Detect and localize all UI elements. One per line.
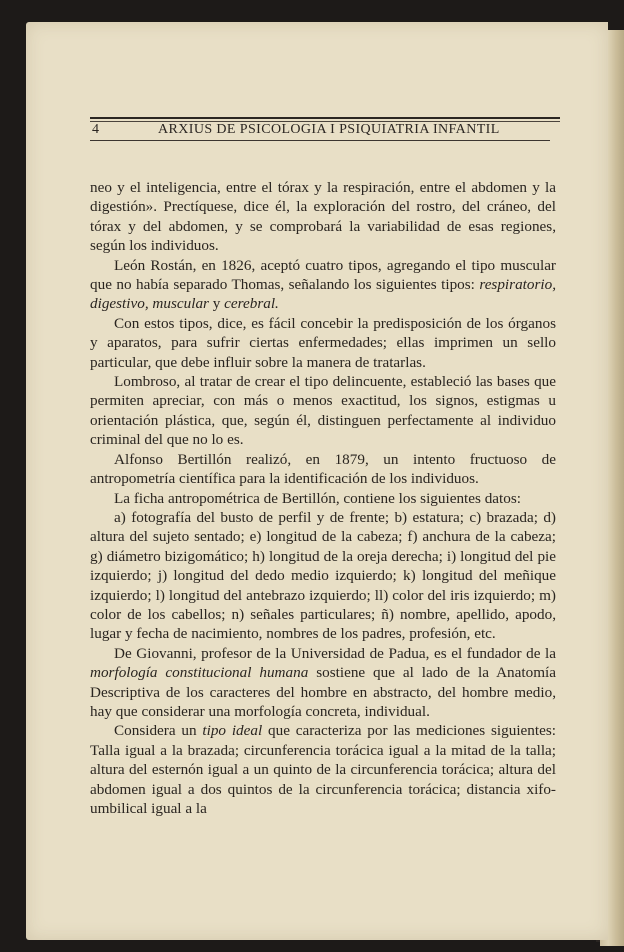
text-run: sostiene que al lado de la Anatomía Descriptiva de los caracteres del hombre en abstracto, del hombre medio, hay que considerar una morfología concreta, individual. — [90, 664, 556, 720]
text-run: y — [208, 295, 225, 313]
page-number: 4 — [92, 122, 99, 137]
paragraph: Con estos tipos, dice, es fácil concebir la predisposición de los órganos y aparatos, para sufrir ciertas enfermedades; ellas imprimen un sello particular, que debe influir sobre la manera de tratarlas. — [90, 314, 556, 371]
italic-run: tipo ideal — [202, 722, 263, 740]
italic-run: morfología constitucional humana — [90, 664, 309, 682]
body-text — [90, 178, 556, 818]
page-header — [90, 117, 560, 145]
italic-run: cerebral. — [224, 295, 279, 313]
header-rule-bottom — [90, 140, 550, 141]
running-head: ARXIUS DE PSICOLOGIA I PSIQUIATRIA INFANTIL — [158, 122, 500, 137]
paragraph: La ficha antropométrica de Bertillón, contiene los siguientes datos: — [114, 489, 521, 507]
paragraph: a) fotografía del busto de perfil y de frente; b) estatura; c) brazada; d) altura del sujeto sentado; e) longitud de la cabeza; f) anchura de la cabeza; g) diámetro bizigomático; h) longitud de la oreja derecha; i) longitud del pie izquierdo; j) longitud del dedo medio izquierdo; k) longitud del meñique izquierdo; l) longitud del antebrazo izquierdo; ll) color del iris izquierdo; m) color de los cabellos; n) señales particulares; ñ) nombre, apellido, apodo, lugar y fecha de nacimiento, nombres de los padres, profesión, etc. — [90, 508, 556, 643]
text-run: De Giovanni, profesor de la Universidad de Padua, es el fundador de la — [114, 644, 556, 662]
paragraph: neo y el inteligencia, entre el tórax y la respiración, entre el abdomen y la digestión». Prectíquese, dice él, la exploración del rostro, del cráneo, del tórax y del abdomen, y se comprobará la variabilidad de esas regiones, según los individuos. — [90, 179, 556, 255]
text-run: que caracteriza por las mediciones siguientes: Talla igual a la brazada; circunferencia torácica igual a la mitad de la talla; altura del esternón igual a un quinto de la circunferencia torácica; altura del abdomen igual a dos quintos de la circunferencia torácica; distancia xifo-umbilical igual a la — [90, 722, 556, 817]
paragraph — [90, 256, 556, 314]
header-rule-thick — [90, 117, 560, 119]
paragraph — [90, 721, 556, 818]
paragraph — [90, 644, 556, 722]
text-run: León Rostán, en 1826, aceptó cuatro tipos, agregando el tipo muscular que no había separado Thomas, señalando los siguientes tipos: — [90, 256, 556, 294]
italic-run: respiratorio, digestivo, muscular — [90, 276, 556, 313]
text-run: Considera un — [114, 722, 203, 740]
paragraph: Alfonso Bertillón realizó, en 1879, un intento fructuoso de antropometría científica para la identificación de los individuos. — [90, 450, 556, 488]
paragraph: Lombroso, al tratar de crear el tipo delincuente, estableció las bases que permiten apreciar, con más o menos exactitud, los signos, estigmas u orientación plástica, que, según él, distinguen perfectamente al individuo criminal del que no lo es. — [90, 373, 556, 449]
